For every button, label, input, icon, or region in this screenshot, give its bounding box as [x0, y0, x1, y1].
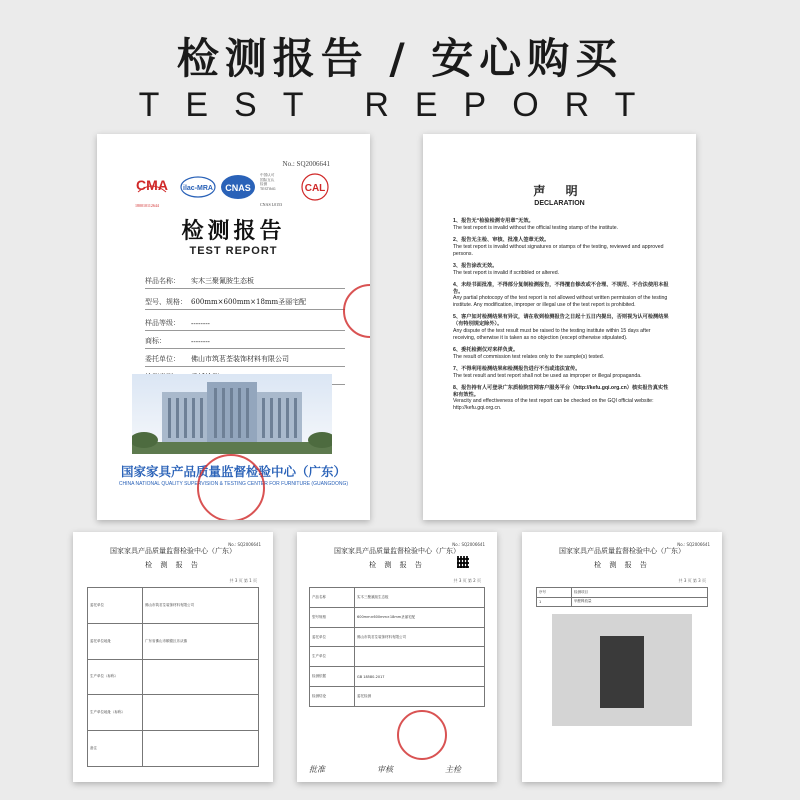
declaration-title: 声 明 — [533, 184, 586, 198]
field-sample-name: 样品名称： 实木三聚氰胺生态板 — [145, 274, 345, 289]
report-page-2 — [297, 532, 497, 782]
table-row: 生产单位（标称） — [88, 659, 259, 695]
page-header-title: 国家家具产品质量监督检验中心（广东） — [559, 547, 685, 555]
signature-approve: 批准 — [309, 765, 325, 774]
ilac-logo-text: ilac-MRA — [183, 185, 213, 192]
cnas-logo-text: CNAS — [225, 183, 251, 193]
field-model-spec: 型号、规格： 600mm×600mm×18mm圣丽宅配 — [145, 295, 345, 310]
field-client: 委托单位： 佛山市筑茗荃装饰材料有限公司 — [145, 352, 345, 367]
result-table — [309, 587, 485, 707]
declaration-items — [453, 218, 671, 417]
page-header-title: 国家家具产品质量监督检验中心（广东） — [110, 547, 236, 555]
signature-inspector: 主检 — [445, 765, 461, 774]
sample-photo — [552, 614, 692, 726]
page-number-code: No.: SQ2006641 — [228, 542, 261, 547]
cover-subtitle: TEST REPORT — [189, 245, 278, 257]
report-page-1 — [73, 532, 273, 782]
declaration-item: 2、报告无主检、审核、批准人签章无效。 The test report is invalid without signatures or stamps of the testing, reviewed and approved persons. — [453, 237, 664, 257]
sample-board — [600, 636, 644, 708]
declaration-item: 7、不得利用检测结果和检测报告进行不当或违法宣传。 The test result and test report shall not be used as improper or illegal propaganda. — [453, 365, 642, 379]
info-table — [87, 587, 259, 767]
declaration-item: 3、报告涂改无效。 The test report is invalid if scribbled or altered. — [453, 262, 560, 276]
building-illustration — [132, 374, 332, 454]
table-row: 序号 检测项目 — [537, 588, 708, 598]
table-row: 型号规格 600mm×600mm×18mm圣丽宅配 — [310, 607, 485, 627]
table-row: 委托单位 佛山市筑茗荃装饰材料有限公司 — [310, 627, 485, 647]
red-stamp-bottom — [197, 454, 265, 520]
declaration-item: 4、未经书面批准，不得部分复制检测报告，不得擅自修改或不合理、不规范、不合法使用本报告。 Any partial photocopy of the test report is not allowed without written permission of the testing institute. Any modification, improper or illegal use of the test report is prohibited. — [453, 281, 669, 308]
page-number-code: No.: SQ2006641 — [452, 542, 485, 547]
table-row: 生产单位地址（标称） — [88, 695, 259, 731]
page-count: 共 3 页 第 2 页 — [453, 578, 481, 583]
testing-center-name: 国家家具产品质量监督检验中心（广东） — [120, 464, 346, 479]
page-header-subtitle: 检 测 报 告 — [145, 561, 201, 569]
field-trademark: 商标： -------- — [145, 334, 345, 349]
cma-logo — [135, 172, 169, 202]
page-header-subtitle: 检 测 报 告 — [594, 561, 650, 569]
cnas-caption: 中国认可 国际互认 检测 TESTING — [260, 173, 276, 192]
testing-center-english: CHINA NATIONAL QUALITY SUPERVISION & TESTING CENTER FOR FURNITURE (GUANGDONG) — [118, 481, 349, 487]
cma-number: 180010112644 — [135, 203, 159, 208]
report-cover-page — [97, 134, 370, 520]
red-stamp — [397, 710, 447, 760]
table-row: 委托单位地址 广东省佛山市顺德区乐从镇 — [88, 623, 259, 659]
declaration-item: 5、客户如对检测结果有异议，请在收到检测报告之日起十五日内提出，否则视为认可检测结果（有特别规定除外）。 Any dispute of the test result must be raised to the testing institute within 15 days after receiving, otherwise it is taken as no objection (except otherwise stipulated). — [453, 314, 669, 341]
page-number-code: No.: SQ2006641 — [677, 542, 710, 547]
declaration-subtitle: DECLARATION — [534, 200, 585, 207]
report-page-3 — [522, 532, 722, 782]
field-sample-grade: 样品等级： -------- — [145, 316, 345, 331]
ilac-mra-logo — [179, 172, 217, 202]
table-row: 委托单位 佛山市筑茗荃装饰材料有限公司 — [88, 588, 259, 624]
declaration-item: 8、报告持有人可登录广东质检院官网客户服务平台（http://kefu.gqi.org.cn）核实报告真实性和有效性。 Veracity and effectiveness of the test report can be checked on the GQI official website: http://kefu.gqi.org.cn. — [453, 384, 669, 411]
table-row: 检测依据 GB 18580-2017 — [310, 667, 485, 687]
cover-title: 检测报告 — [181, 218, 286, 244]
red-stamp-edge — [343, 284, 370, 338]
cma-logo-text: CMA — [136, 177, 168, 193]
declaration-item: 1、报告无“检验检测专用章”无效。 The test report is invalid without the official testing stamp of the institute. — [453, 218, 619, 231]
subheadline: TEST REPORT — [138, 86, 662, 124]
table-row: 产品名称 实木三聚氰胺生态板 — [310, 588, 485, 608]
table-row: 1 甲醛释放量 — [537, 597, 708, 607]
cnas-logo — [219, 172, 257, 202]
table-row: 备注 — [88, 731, 259, 767]
page-header-title: 国家家具产品质量监督检验中心（广东） — [334, 547, 460, 555]
cal-logo-text: CAL — [304, 183, 326, 194]
items-table — [536, 587, 708, 607]
table-row: 生产单位 — [310, 647, 485, 667]
declaration-item: 6、委托检测仅对来样负责。 The result of commission test relates only to the sample(s) tested. — [453, 346, 605, 360]
table-row: 检测结论 委托检测 — [310, 687, 485, 707]
page-count: 共 3 页 第 3 页 — [678, 578, 706, 583]
cal-logo — [299, 172, 331, 202]
report-number: No.: SQ2006641 — [282, 160, 330, 168]
declaration-page — [423, 134, 696, 520]
headline: 检测报告 / 安心购买 — [176, 34, 624, 83]
page-count: 共 3 页 第 1 页 — [229, 578, 257, 583]
signature-review: 审核 — [377, 765, 393, 774]
page-header-subtitle: 检 测 报 告 — [369, 561, 425, 569]
cnas-number: CNAS L0153 — [260, 202, 283, 207]
